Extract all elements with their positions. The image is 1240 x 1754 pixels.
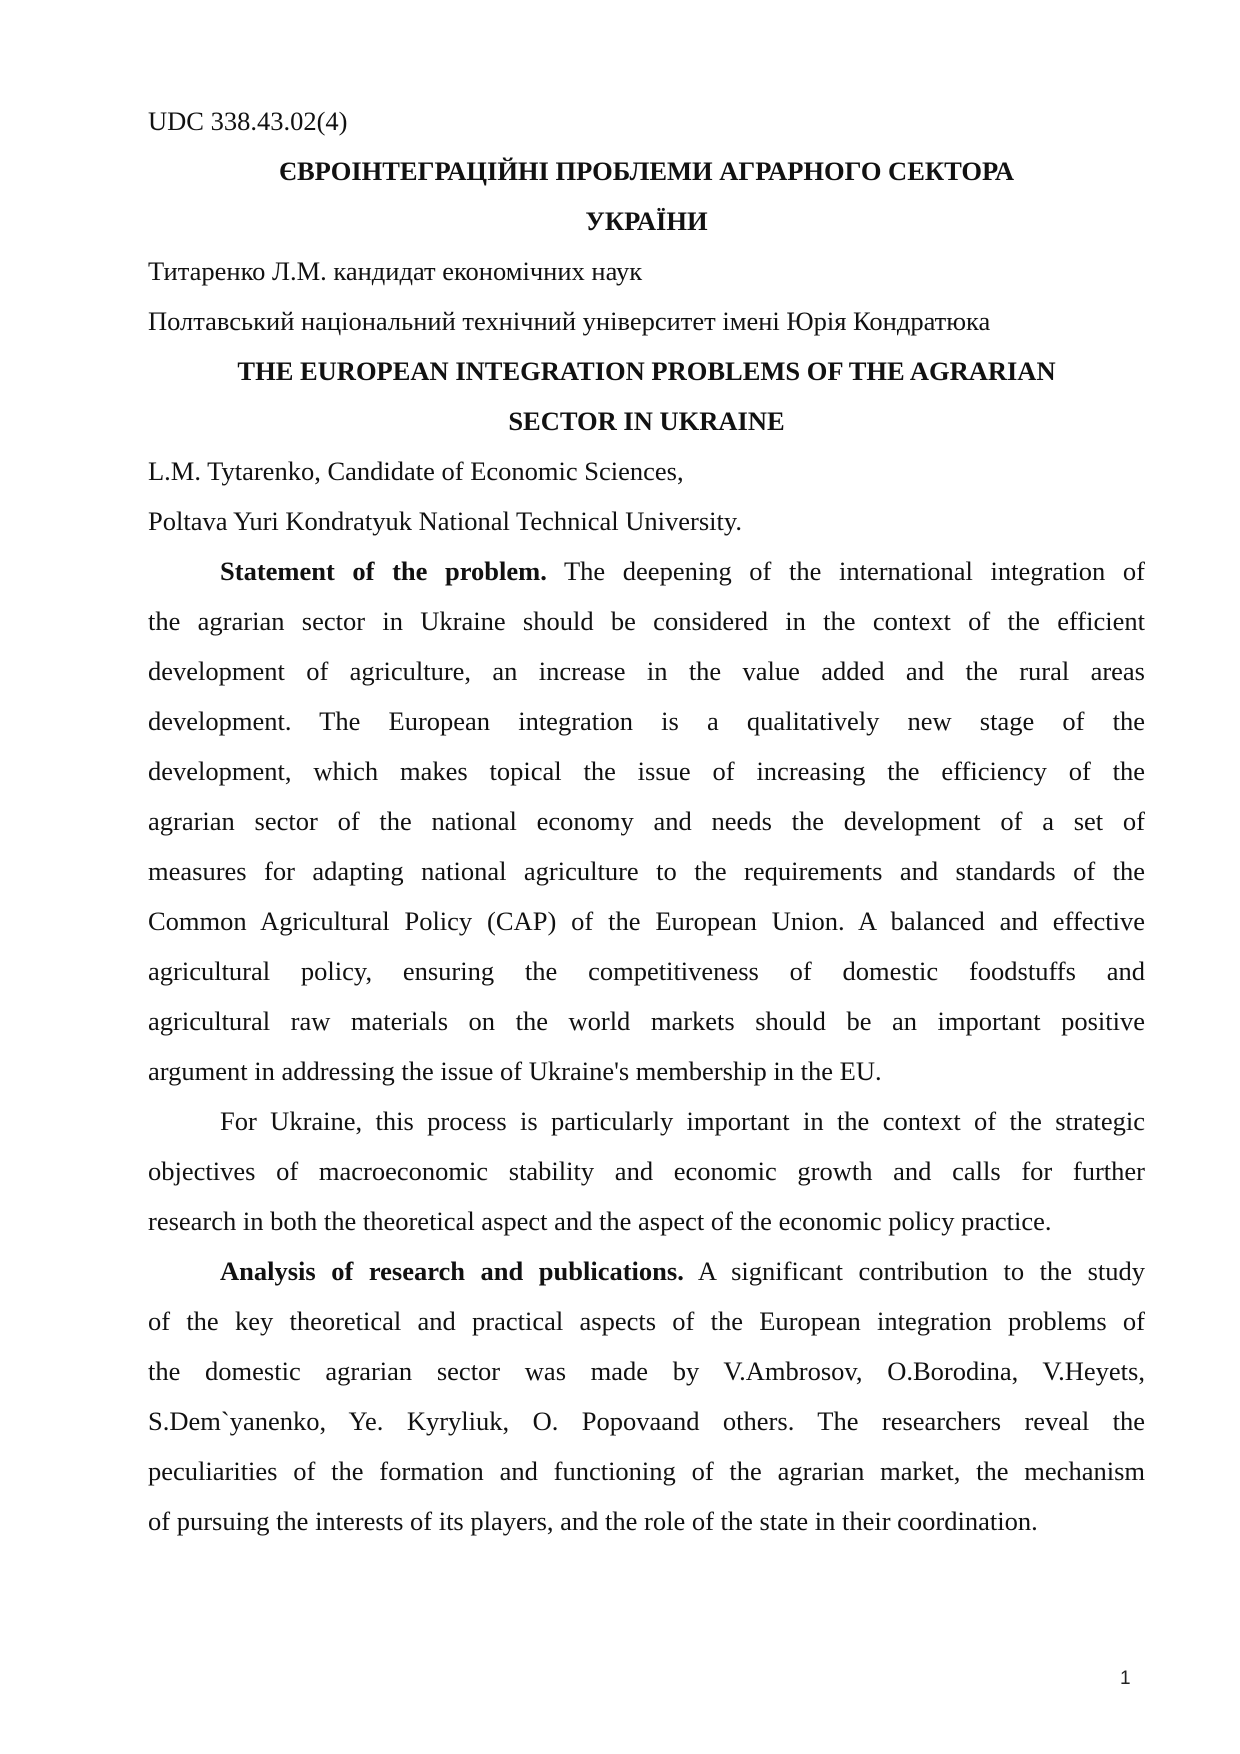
udc-code: UDC 338.43.02(4) — [148, 106, 348, 136]
paragraph-line: of the key theoretical and practical aspects of the European integration problems of — [148, 1306, 1145, 1336]
paragraph-ukraine-process — [148, 1096, 1145, 1246]
author-en: L.M. Tytarenko, Candidate of Economic Sciences, — [148, 456, 684, 486]
paragraph-analysis-of-research — [148, 1246, 1145, 1546]
paragraph-line: objectives of macroeconomic stability and economic growth and calls for further — [148, 1156, 1145, 1186]
title-ua-line-2: УКРАЇНИ — [585, 206, 708, 236]
title-en-line-2: SECTOR IN UKRAINE — [508, 406, 785, 436]
page-number: 1 — [1120, 1668, 1131, 1689]
paragraph-line: development, which makes topical the issue of increasing the efficiency of the — [148, 756, 1145, 786]
paragraph-line: agricultural policy, ensuring the competitiveness of domestic foodstuffs and — [148, 956, 1145, 986]
section-heading-statement: Statement of the problem. — [220, 556, 547, 586]
paragraph-line: agricultural raw materials on the world markets should be an important positive — [148, 1006, 1145, 1036]
paragraph-line: peculiarities of the formation and functioning of the agrarian market, the mechanism — [148, 1456, 1145, 1486]
paragraph-line: of pursuing the interests of its players, and the role of the state in their coordination. — [148, 1506, 1038, 1536]
paragraph-line: agrarian sector of the national economy and needs the development of a set of — [148, 806, 1145, 836]
paragraph-line: development of agriculture, an increase in the value added and the rural areas — [148, 656, 1145, 686]
document-page — [148, 96, 1145, 1546]
paragraph-line: Analysis of research and publications. A significant contribution to the study — [220, 1256, 1145, 1286]
paragraph-line: argument in addressing the issue of Ukraine's membership in the EU. — [148, 1056, 882, 1086]
affiliation-en: Poltava Yuri Kondratyuk National Technical University. — [148, 506, 743, 536]
title-en-line-1: THE EUROPEAN INTEGRATION PROBLEMS OF THE AGRARIAN — [237, 356, 1056, 386]
paragraph-line: development. The European integration is a qualitatively new stage of the — [148, 706, 1145, 736]
paragraph-line: S.Dem`yanenko, Ye. Kyryliuk, O. Popovaand others. The researchers reveal the — [148, 1406, 1145, 1436]
paragraph-line: research in both the theoretical aspect and the aspect of the economic policy practice. — [148, 1206, 1052, 1236]
affiliation-ua: Полтавський національний технічний університет імені Юрія Кондратюка — [148, 306, 991, 336]
paragraph-line: Statement of the problem. The deepening of the international integration of — [220, 556, 1145, 586]
author-ua: Титаренко Л.М. кандидат економічних наук — [148, 256, 643, 286]
section-heading-analysis: Analysis of research and publications. — [220, 1256, 684, 1286]
paragraph-line: Common Agricultural Policy (CAP) of the European Union. A balanced and effective — [148, 906, 1145, 936]
paragraph-line: the domestic agrarian sector was made by V.Ambrosov, O.Borodina, V.Heyets, — [148, 1356, 1145, 1386]
paragraph-line: For Ukraine, this process is particularly important in the context of the strategic — [220, 1106, 1145, 1136]
paragraph-line: measures for adapting national agriculture to the requirements and standards of the — [148, 856, 1145, 886]
paragraph-line: the agrarian sector in Ukraine should be considered in the context of the efficient — [148, 606, 1145, 636]
title-ua-line-1: ЄВРОІНТЕГРАЦІЙНІ ПРОБЛЕМИ АГРАРНОГО СЕКТОРА — [279, 156, 1014, 186]
paragraph-statement-of-problem — [148, 546, 1145, 1096]
